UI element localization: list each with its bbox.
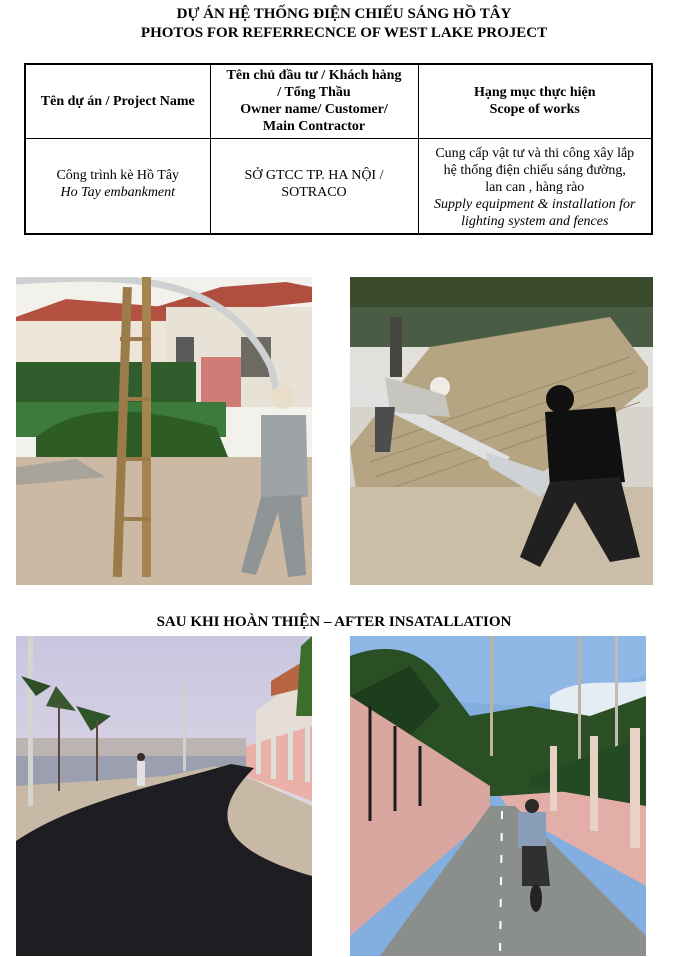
cell-owner-name: SỞ GTCC TP. HA NỘI / SOTRACO	[210, 138, 418, 234]
after-installation-heading: SAU KHI HOÀN THIỆN – AFTER INSATALLATION	[156, 614, 512, 630]
project-title-english: PHOTOS FOR REFERRECNCE OF WEST LAKE PROJECT	[140, 25, 548, 41]
cell-scope-of-works: Cung cấp vật tư và thi công xây lắp hệ thống điện chiếu sáng đường, lan can , hàng rào Supply equipment & installation for lighting system and fences	[418, 138, 652, 234]
photo-completed-road	[16, 636, 312, 956]
project-title-vietnamese: DỰ ÁN HỆ THỐNG ĐIỆN CHIẾU SÁNG HỒ TÂY	[176, 6, 512, 22]
table-header-row	[25, 64, 652, 138]
photo-pole-assembly	[350, 277, 653, 585]
header-scope-of-works: Hạng mục thực hiện Scope of works	[418, 64, 652, 138]
photo-pole-installation	[16, 277, 312, 585]
header-owner-name: Tên chủ đầu tư / Khách hàng / Tổng Thầu Owner name/ Customer/ Main Contractor	[210, 64, 418, 138]
photo-embankment-path	[350, 636, 646, 956]
table-row	[25, 138, 652, 234]
cell-project-name: Công trình kè Hồ Tây Ho Tay embankment	[25, 138, 210, 234]
header-project-name: Tên dự án / Project Name	[25, 64, 210, 138]
project-info-table	[24, 63, 653, 235]
